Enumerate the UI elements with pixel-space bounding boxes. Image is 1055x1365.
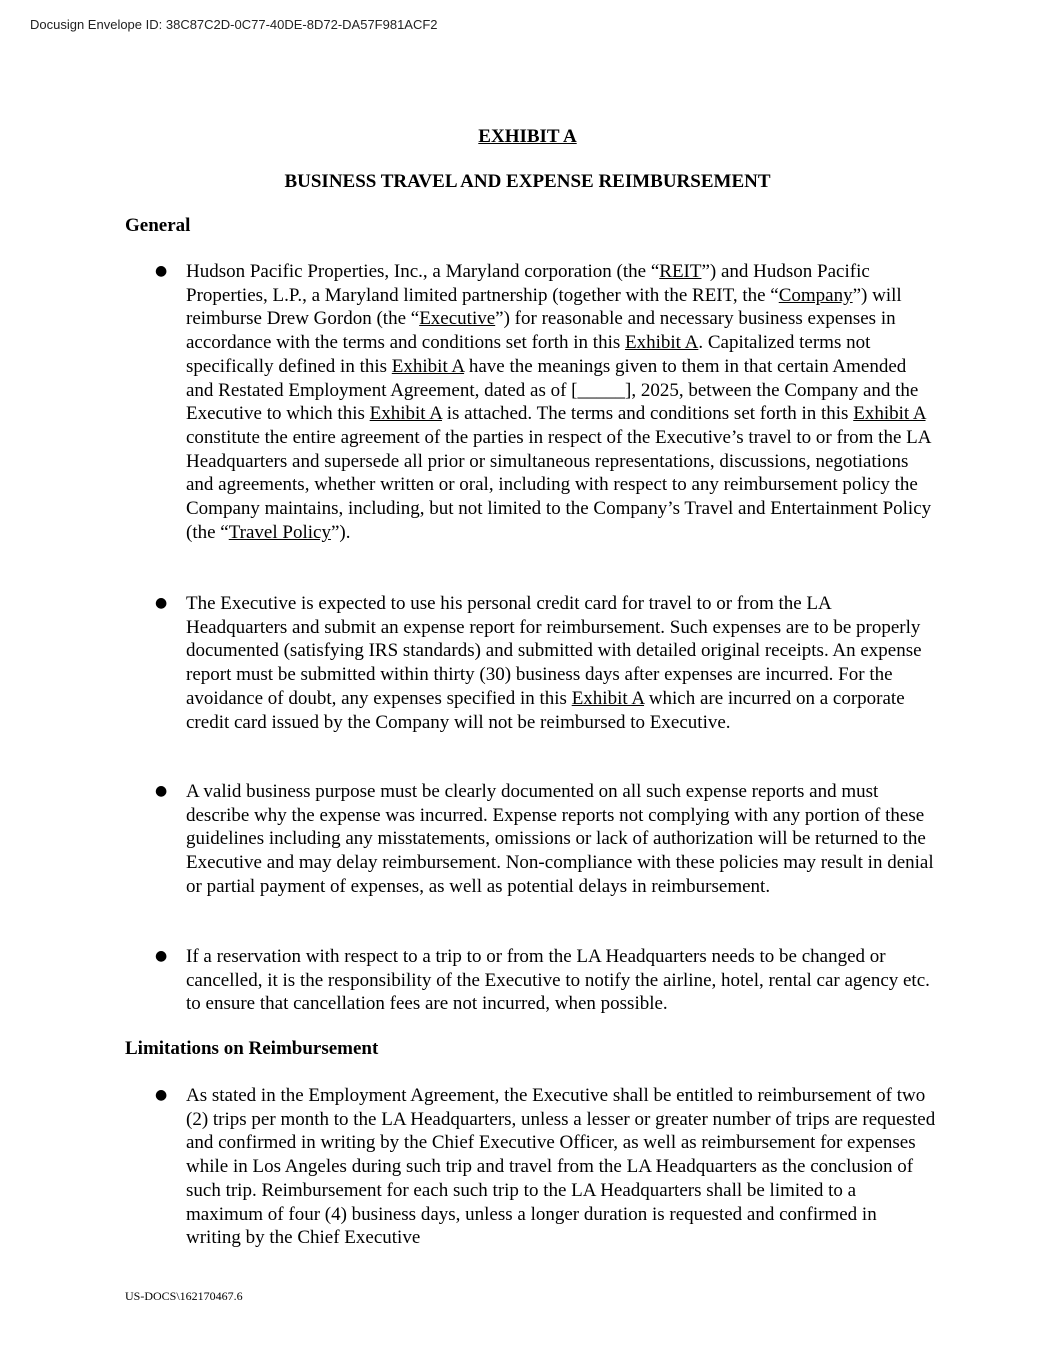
- document-title: BUSINESS TRAVEL AND EXPENSE REIMBURSEMENT: [284, 171, 771, 192]
- defined-term: Travel Policy: [228, 521, 331, 543]
- bullet-icon: ●: [155, 595, 168, 611]
- text-run: ”) for reasonable and necessary business expenses in accordance with the terms and conditions set forth in this: [186, 308, 896, 354]
- defined-term: REIT: [659, 261, 702, 282]
- envelope-id: Docusign Envelope ID: 38C87C2D-0C77-40DE-8D72-DA57F981ACF2: [30, 17, 438, 32]
- text-run: If a reservation with respect to a trip to or from the LA Headquarters needs to be changed or cancelled, it is the responsibility of the Executive to notify the airline, hotel, rental car agency etc. to ensure that cancellation fees are not incurred, when possible.: [186, 946, 930, 1015]
- text-run: The Executive is expected to use his personal credit card for travel to or from the LA Headquarters and submit an expense report for reimbursement. Such expenses are to be properly documented (satisfying IRS standards) and submitted with detailed original receipts. An expense report must be submitted within thirty (30) business days after expenses are incurred. For the avoidance of doubt, any expenses specified in this: [186, 593, 922, 709]
- defined-term: Exhibit A: [391, 355, 465, 377]
- bullet-text: [186, 593, 922, 733]
- bullet-paragraph: [155, 945, 936, 1016]
- bullet-text: [186, 261, 931, 543]
- defined-term: Company: [778, 284, 853, 306]
- text-run: ”) and Hudson Pacific Properties, L.P., a Maryland limited partnership (together with the REIT, the “: [186, 261, 870, 306]
- section-heading-limitations: Limitations on Reimbursement: [125, 1038, 379, 1059]
- text-run: constitute the entire agreement of the parties in respect of the Executive’s travel to or from the LA Headquarters and supersede all prior or simultaneous representations, discussions, negotiations and agreements, whether written or oral, including with respect to any reimbursement policy the Company maintains, including, but not limited to the Company’s Travel and Entertainment Policy (the “: [186, 426, 932, 543]
- bullet-text: [186, 946, 930, 1014]
- defined-term: Executive: [419, 308, 496, 330]
- text-run: . Capitalized terms not specifically defined in this: [186, 332, 871, 377]
- defined-term: Exhibit A: [369, 403, 442, 425]
- text-run: A valid business purpose must be clearly documented on all such expense reports and must describe why the expense was incurred. Expense reports not complying with any portion of these guidelines including any misstatements, omissions or lack of authorization will be returned to the Executive and may delay reimbursement. Non-compliance with these policies may result in denial or partial payment of expenses, as well as potential delays in reimbursement.: [186, 781, 934, 897]
- bullet-icon: ●: [155, 263, 168, 279]
- bullet-text: [186, 781, 934, 897]
- bullet-icon: ●: [155, 948, 168, 964]
- defined-term: Exhibit A: [625, 332, 699, 354]
- bullet-paragraph: [155, 260, 936, 544]
- text-run: is attached. The terms and conditions set forth in this: [441, 403, 854, 425]
- defined-term: Exhibit A: [853, 403, 926, 425]
- text-run: have the meanings given to them in that certain Amended and Restated Employment Agreement, dated as of [_____], 2025, between the Company and the Executive to which this: [186, 355, 919, 425]
- text-run: ”) will reimburse Drew Gordon (the “: [186, 284, 902, 330]
- section-heading-general: General: [125, 215, 191, 236]
- bullet-icon: ●: [155, 1087, 168, 1103]
- defined-term: Exhibit A: [571, 687, 645, 709]
- text-run: ”).: [330, 521, 351, 543]
- bullet-paragraph: [155, 780, 936, 899]
- bullet-paragraph: [155, 592, 936, 734]
- text-run: Hudson Pacific Properties, Inc., a Maryland corporation (the “: [186, 261, 660, 282]
- bullet-paragraph: [155, 1084, 936, 1250]
- bullet-text: [186, 1085, 935, 1248]
- exhibit-title: EXHIBIT A: [478, 126, 577, 147]
- bullet-icon: ●: [155, 783, 168, 799]
- text-run: which are incurred on a corporate credit card issued by the Company will not be reimbursed to Executive.: [186, 687, 905, 733]
- text-run: As stated in the Employment Agreement, the Executive shall be entitled to reimbursement of two (2) trips per month to the LA Headquarters, unless a lesser or greater number of trips are requested and confirmed in writing by the Chief Executive Officer, as well as reimbursement for expenses while in Los Angeles during such trip and travel from the LA Headquarters as the conclusion of such trip. Reimbursement for each such trip to the LA Headquarters shall be limited to a maximum of four (4) business days, unless a longer duration is requested and confirmed in writing by the Chief Executive: [186, 1085, 936, 1249]
- document-footer-id: US-DOCS\162170467.6: [125, 1289, 243, 1303]
